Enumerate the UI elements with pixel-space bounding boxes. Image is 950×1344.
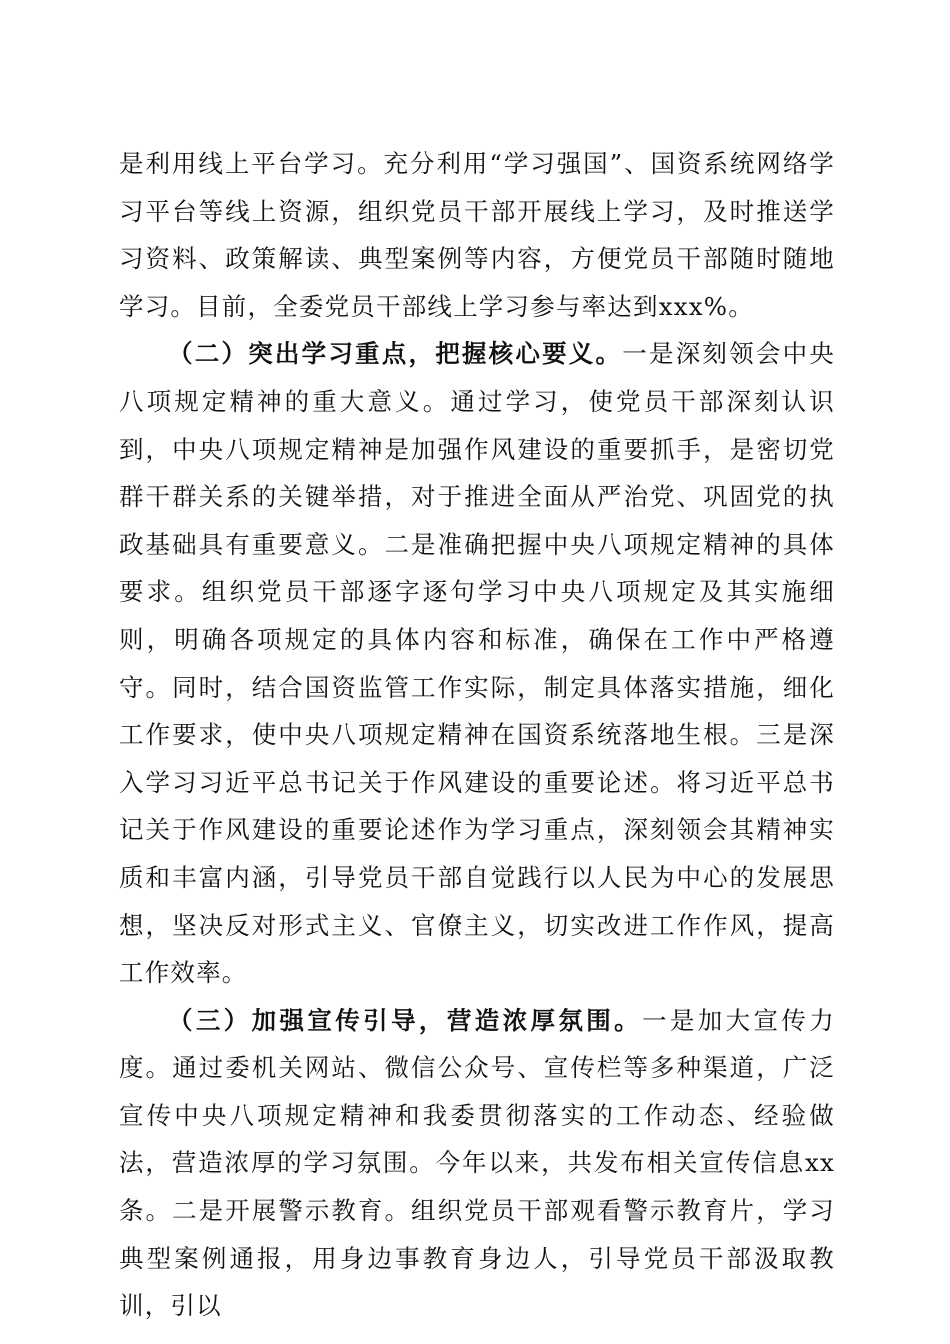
- paragraph-3-text: 一是加大宣传力度。通过委机关网站、微信公众号、宣传栏等多种渠道，广泛宣传中央八项规定精神和我委贯彻落实的工作动态、经验做法，营造浓厚的学习氛围。今年以来，共发布相关宣传信息xx条。二是开展警示教育。组织党员干部观看警示教育片，学习典型案例通报，用身边事教育身边人，引导党员干部汲取教训，引以: [119, 1005, 835, 1321]
- paragraph-2: [119, 330, 835, 996]
- section-3-heading: （三）加强宣传引导，营造浓厚氛围。: [168, 1005, 642, 1035]
- document-body: [119, 140, 835, 1330]
- paragraph-1: [119, 140, 835, 330]
- paragraph-2-text: 一是深刻领会中央八项规定精神的重大意义。通过学习，使党员干部深刻认识到，中央八项规定精神是加强作风建设的重要抓手，是密切党群干群关系的关键举措，对于推进全面从严治党、巩固党的执政基础具有重要意义。二是准确把握中央八项规定精神的具体要求。组织党员干部逐字逐句学习中央八项规定及其实施细则，明确各项规定的具体内容和标准，确保在工作中严格遵守。同时，结合国资监管工作实际，制定具体落实措施，细化工作要求，使中央八项规定精神在国资系统落地生根。三是深入学习习近平总书记关于作风建设的重要论述。将习近平总书记关于作风建设的重要论述作为学习重点，深刻领会其精神实质和丰富内涵，引导党员干部自觉践行以人民为中心的发展思想，坚决反对形式主义、官僚主义，切实改进工作作风，提高工作效率。: [119, 339, 835, 988]
- paragraph-3: [119, 997, 835, 1330]
- section-2-heading: （二）突出学习重点，把握核心要义。: [168, 339, 623, 369]
- paragraph-1-text: 是利用线上平台学习。充分利用“学习强国”、国资系统网络学习平台等线上资源，组织党员干部开展线上学习，及时推送学习资料、政策解读、典型案例等内容，方便党员干部随时随地学习。目前，全委党员干部线上学习参与率达到xxx%。: [119, 149, 835, 321]
